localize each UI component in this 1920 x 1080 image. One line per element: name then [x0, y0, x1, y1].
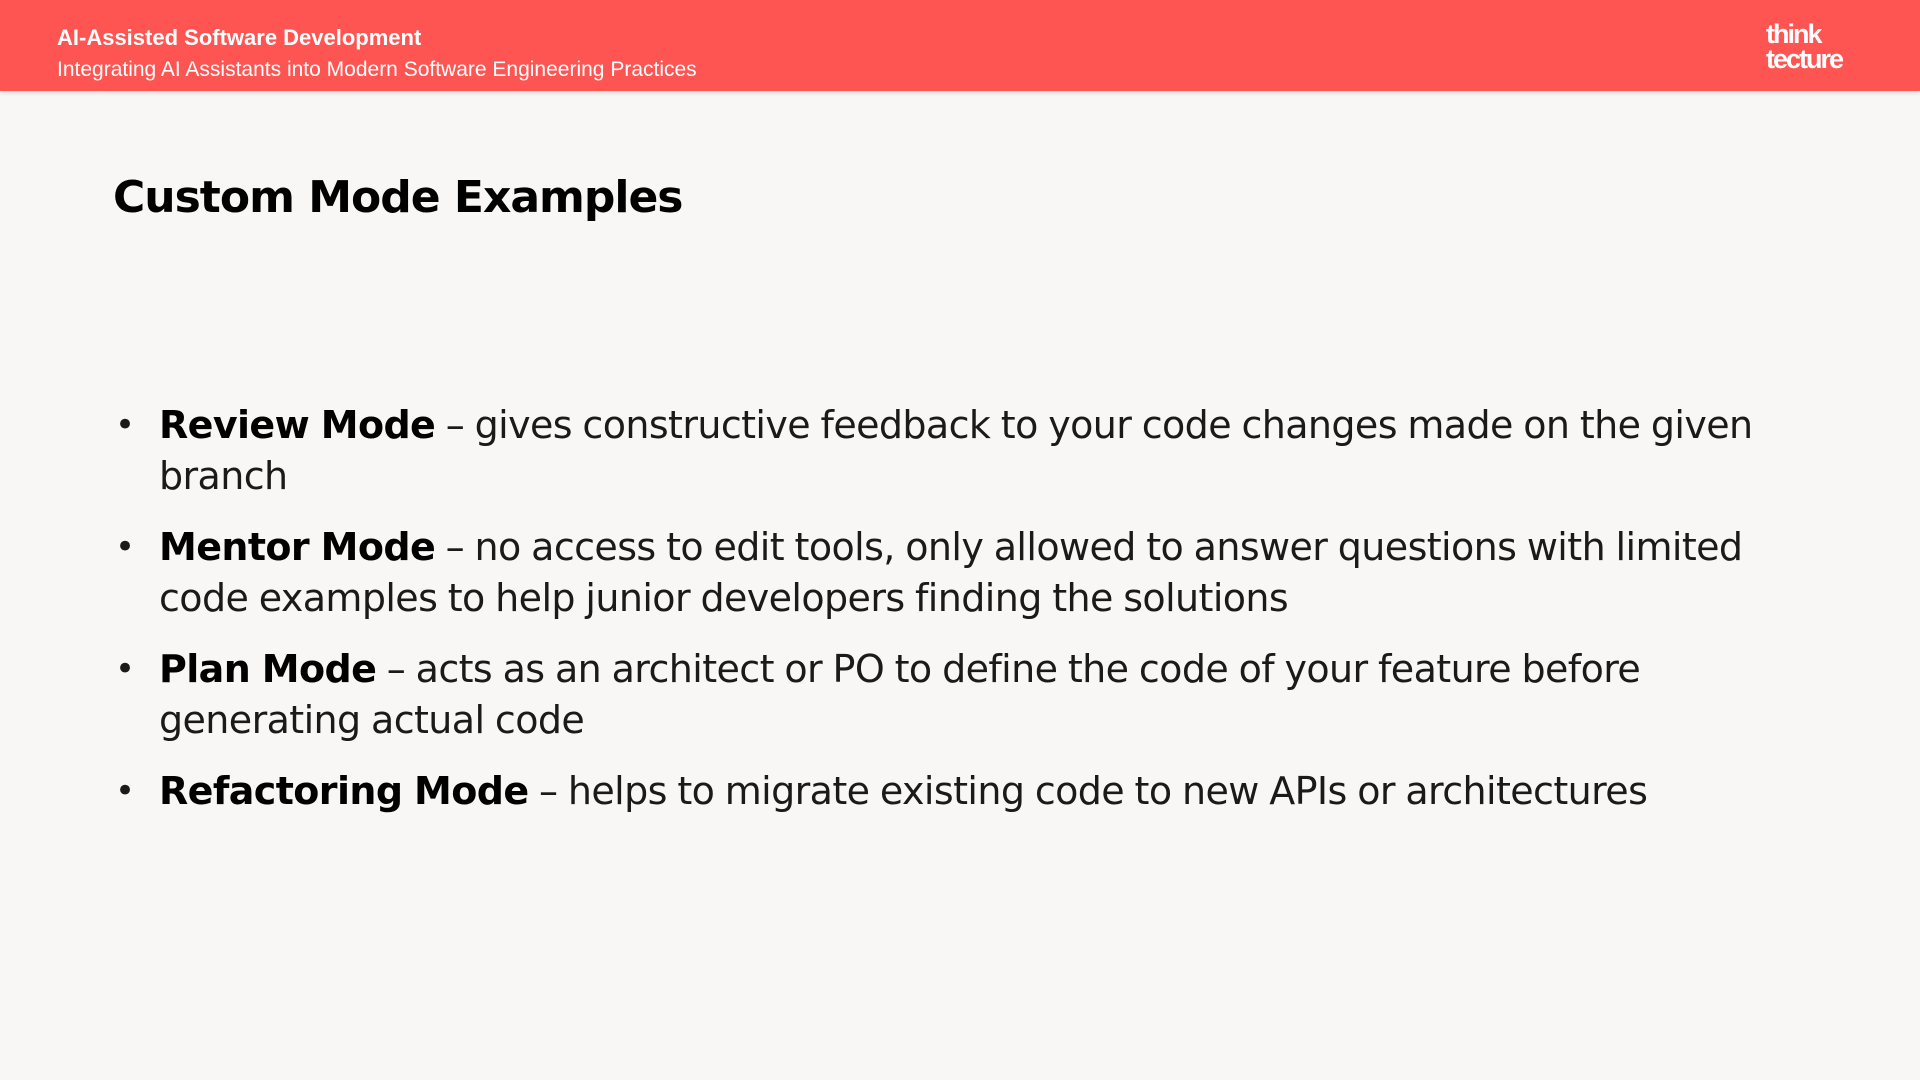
bullet-term: Plan Mode: [159, 647, 377, 691]
logo-line-2: tecture: [1766, 44, 1843, 74]
header-title: AI-Assisted Software Development: [57, 25, 422, 50]
bullet-text: – gives constructive feedback to your code changes made on the given branch: [159, 403, 1753, 498]
bullet-dot-icon: •: [115, 649, 135, 689]
bullet-term: Mentor Mode: [159, 525, 436, 569]
bullet-dot-icon: •: [115, 405, 135, 445]
bullet-list: [113, 400, 1753, 837]
bullet-item-plan-mode: [113, 644, 1753, 746]
bullet-dot-icon: •: [115, 771, 135, 811]
bullet-term: Review Mode: [159, 403, 436, 447]
bullet-item-refactoring-mode: [113, 766, 1753, 817]
bullet-term: Refactoring Mode: [159, 769, 529, 813]
bullet-dot-icon: •: [115, 527, 135, 567]
header-subtitle: Integrating AI Assistants into Modern Software Engineering Practices: [57, 58, 697, 81]
slide-title: Custom Mode Examples: [113, 172, 683, 223]
bullet-item-review-mode: [113, 400, 1753, 502]
logo-line-1: think: [1766, 19, 1821, 49]
slide-header: [0, 0, 1920, 91]
bullet-text: – helps to migrate existing code to new APIs or architectures: [528, 769, 1648, 813]
bullet-text: – no access to edit tools, only allowed to answer questions with limited code examples to help junior developers finding the solutions: [159, 525, 1743, 620]
bullet-text: – acts as an architect or PO to define the code of your feature before generating actual code: [159, 647, 1641, 742]
bullet-item-mentor-mode: [113, 522, 1753, 624]
thinktecture-logo: [1766, 21, 1852, 77]
